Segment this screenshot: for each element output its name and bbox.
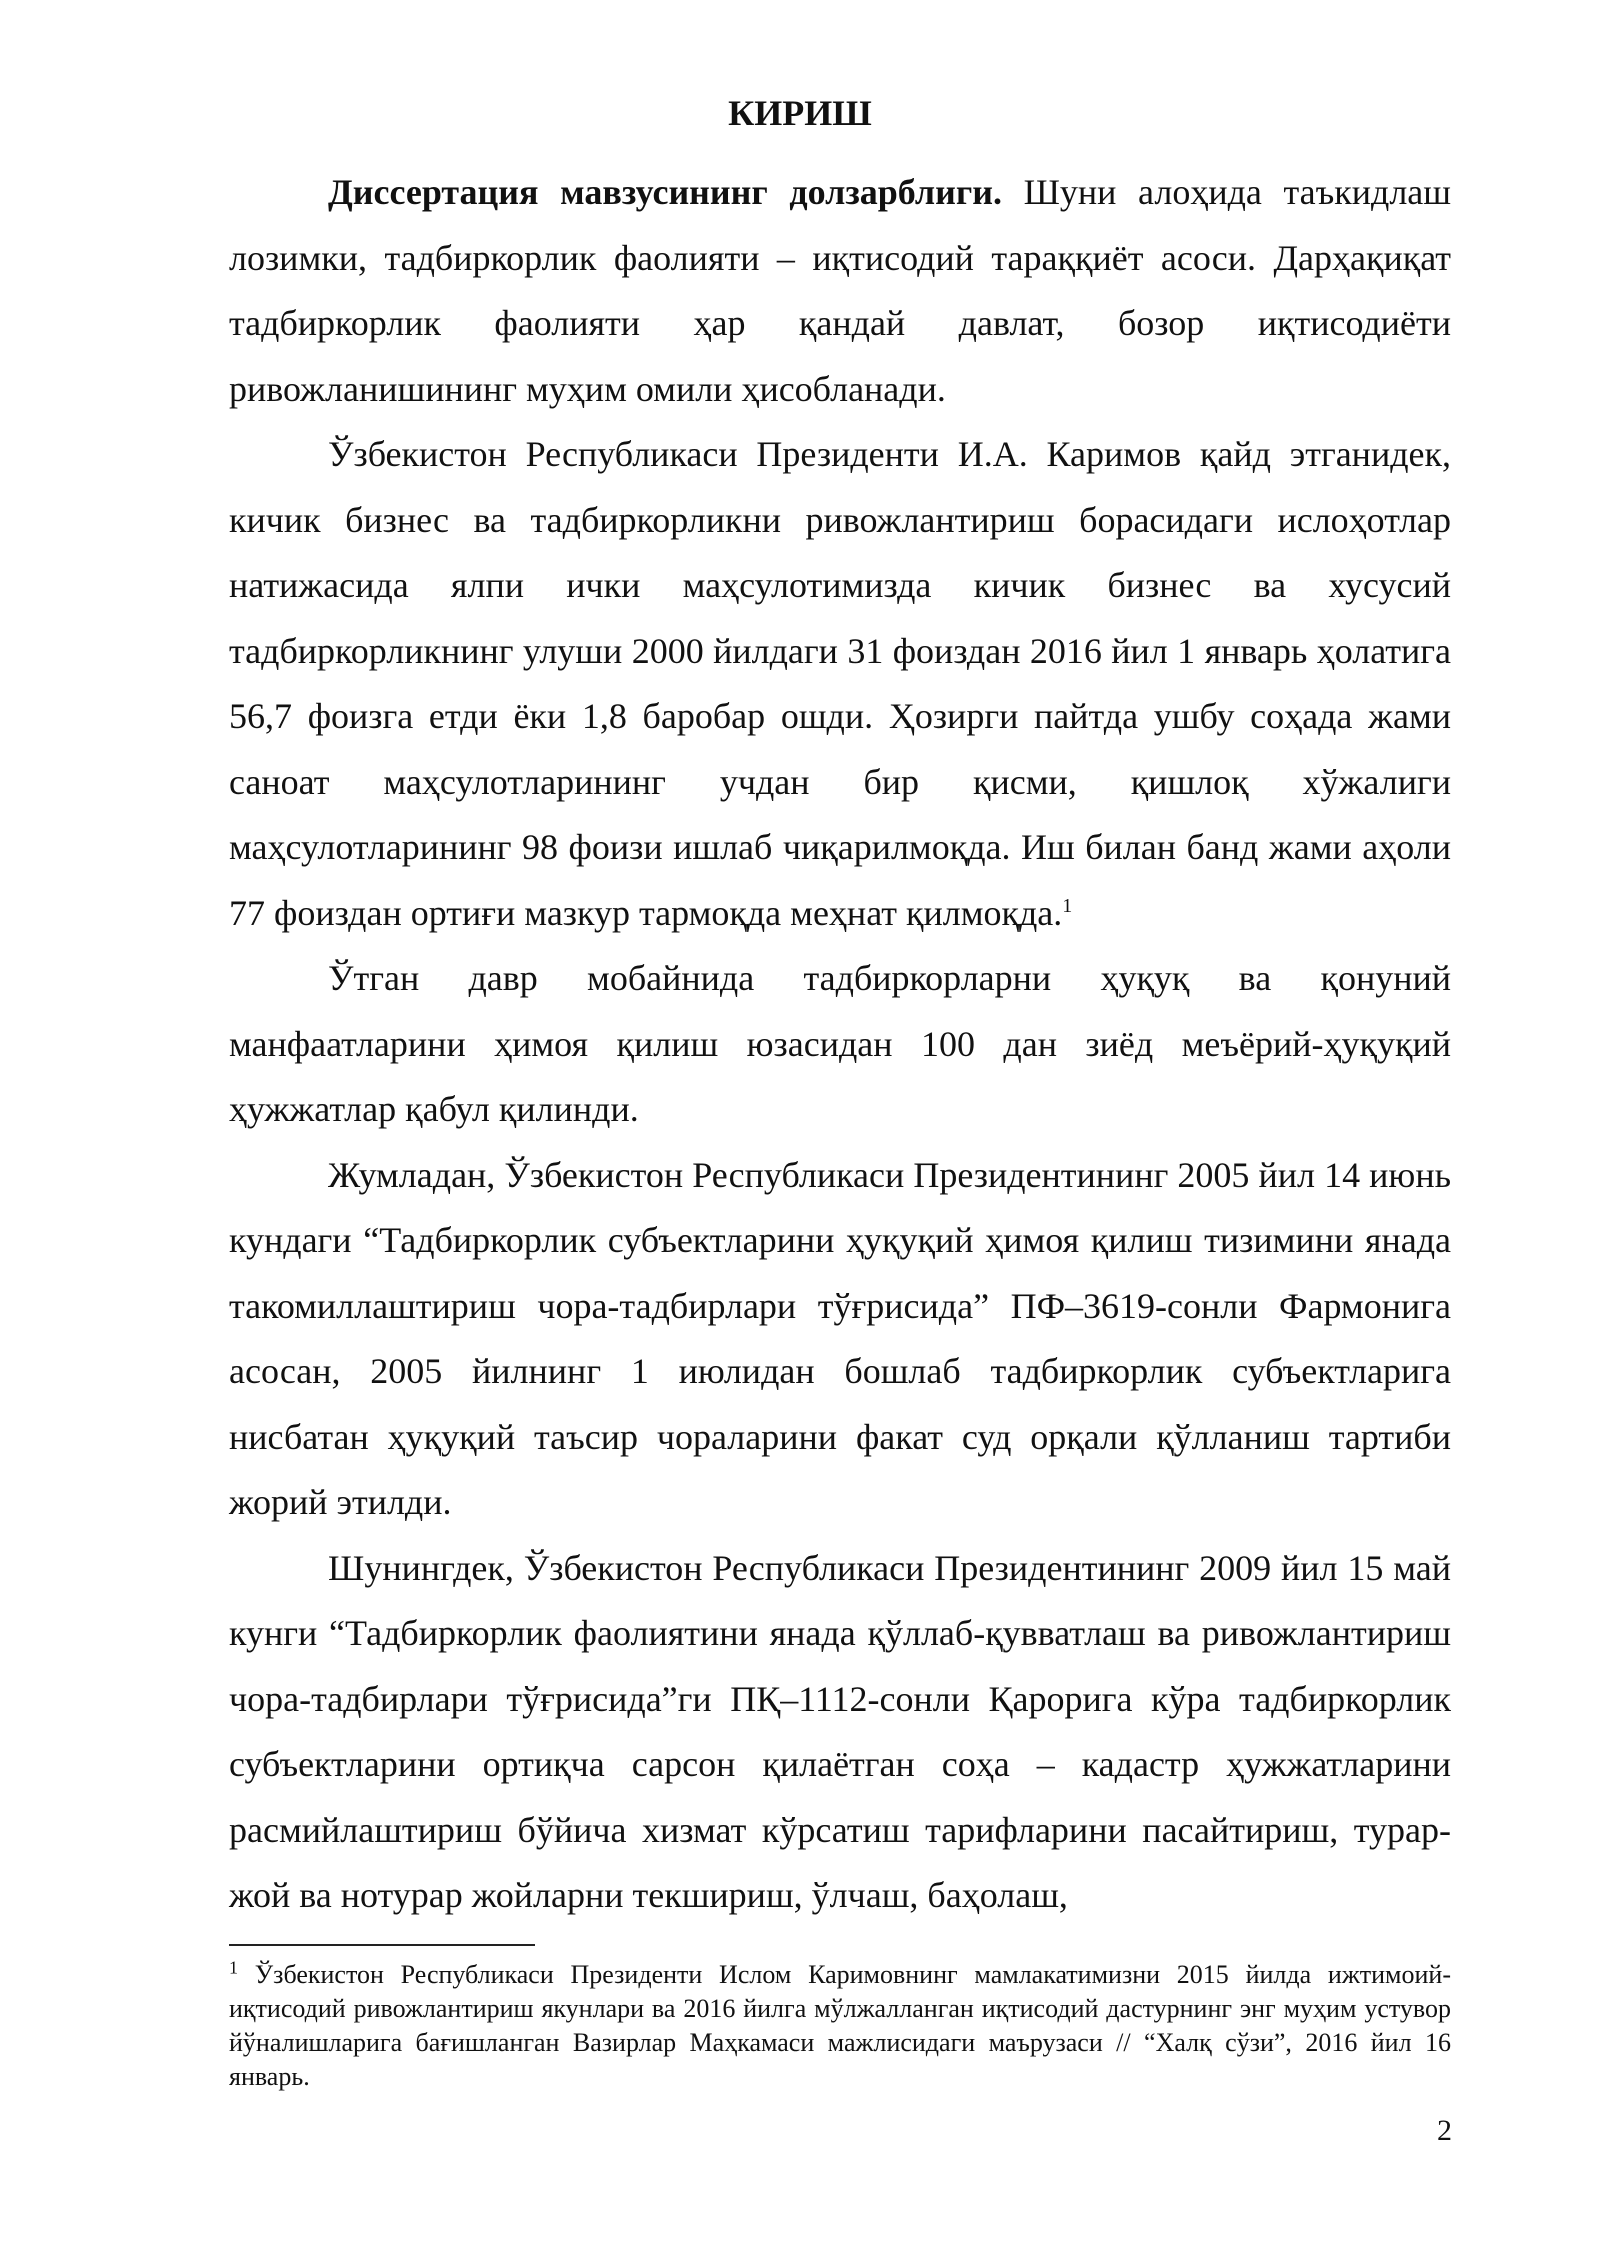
footnote-separator <box>229 1944 535 1946</box>
paragraph-text: Шуни алоҳида таъкидлаш лозимки, тадбиркорлик фаолияти – иқтисодий тараққиёт асоси. Дарҳақиқат тадбиркорлик фаолияти ҳар қандай давлат, бозор иқтисодиёти ривожланишининг муҳим омили ҳисобланади. <box>229 172 1452 409</box>
paragraph-text: Жумладан, Ўзбекистон Республикаси Президентининг 2005 йил 14 июнь кундаги “Тадбиркорлик субъектларини ҳуқуқий ҳимоя қилиш тизимини янада такомиллаштириш чора-тадбирлари тўғрисида” ПФ–3619-сонли Фармонига асосан, 2005 йилнинг 1 июлидан бошлаб тадбиркорлик субъектларига нисбатан ҳуқуқий таъсир чораларини факат суд орқали қўлланиш тартиби жорий этилди. <box>229 1154 1451 1522</box>
footnote-reference[interactable]: 1 <box>1062 894 1073 917</box>
footnote-text: Ўзбекистон Республикаси Президенти Ислом Каримовнинг мамлакатимизни 2015 йилда ижтимоий-иқтисодий ривожлантириш якунлари ва 2016 йилга мўлжалланган иқтисодий дастурнинг энг муҳим устувор йўналишларига бағишланган Вазирлар Маҳкамаси мажлисидаги маърузаси // “Халқ сўзи”, 2016 йил 16 январь. <box>229 1960 1451 2091</box>
paragraph-text: Ўтган давр мобайнида тадбиркорларни ҳуқуқ ва қонуний манфаатларини ҳимоя қилиш юзасидан 100 дан зиёд меъёрий-ҳуқуқий ҳужжатлар қабул қилинди. <box>229 958 1451 1129</box>
body-text <box>229 160 1451 1929</box>
paragraph-text: Ўзбекистон Республикаси Президенти И.А. Каримов қайд этганидек, кичик бизнес ва тадбиркорликни ривожлантириш борасидаги ислоҳотлар натижасида ялпи ички маҳсулотимизда кичик бизнес ва хусусий тадбиркорликнинг улуши 2000 йилдаги 31 фоиздан 2016 йил 1 январь ҳолатига 56,7 фоизга етди ёки 1,8 баробар ошди. Ҳозирги пайтда ушбу соҳада жами саноат маҳсулотларининг учдан бир қисми, қишлоқ хўжалиги маҳсулотларининг 98 фоизи ишлаб чиқарилмоқда. Иш билан банд жами аҳоли 77 фоиздан ортиғи мазкур тармоқда меҳнат қилмоқда. <box>229 434 1451 933</box>
footnote <box>229 1958 1451 2094</box>
paragraph-resolution-2009 <box>229 1536 1451 1929</box>
paragraph-text: Шунингдек, Ўзбекистон Республикаси Президентининг 2009 йил 15 май кунги “Тадбиркорлик фаолиятини янада қўллаб-қувватлаш ва ривожлантириш чора-тадбирлари тўғрисида”ги ПҚ–1112-сонли Қарорига кўра тадбиркорлик субъектларини ортиқча сарсон қилаётган соҳа – кадастр ҳужжатларини расмийлаштириш бўйича хизмат кўрсатиш тарифларини пасайтириш, турар-жой ва нотурар жойларни текшириш, ўлчаш, баҳолаш, <box>229 1547 1451 1915</box>
paragraph-relevance <box>229 160 1451 422</box>
page-number: 2 <box>1437 2114 1452 2147</box>
paragraph-president-statement <box>229 422 1451 946</box>
paragraph-decree-2005 <box>229 1143 1451 1536</box>
footnote-marker: 1 <box>229 1957 238 1978</box>
section-heading: КИРИШ <box>728 93 872 133</box>
paragraph-legal-acts <box>229 946 1451 1143</box>
paragraph-lead-bold: Диссертация мавзусининг долзарблиги. <box>328 172 1002 212</box>
